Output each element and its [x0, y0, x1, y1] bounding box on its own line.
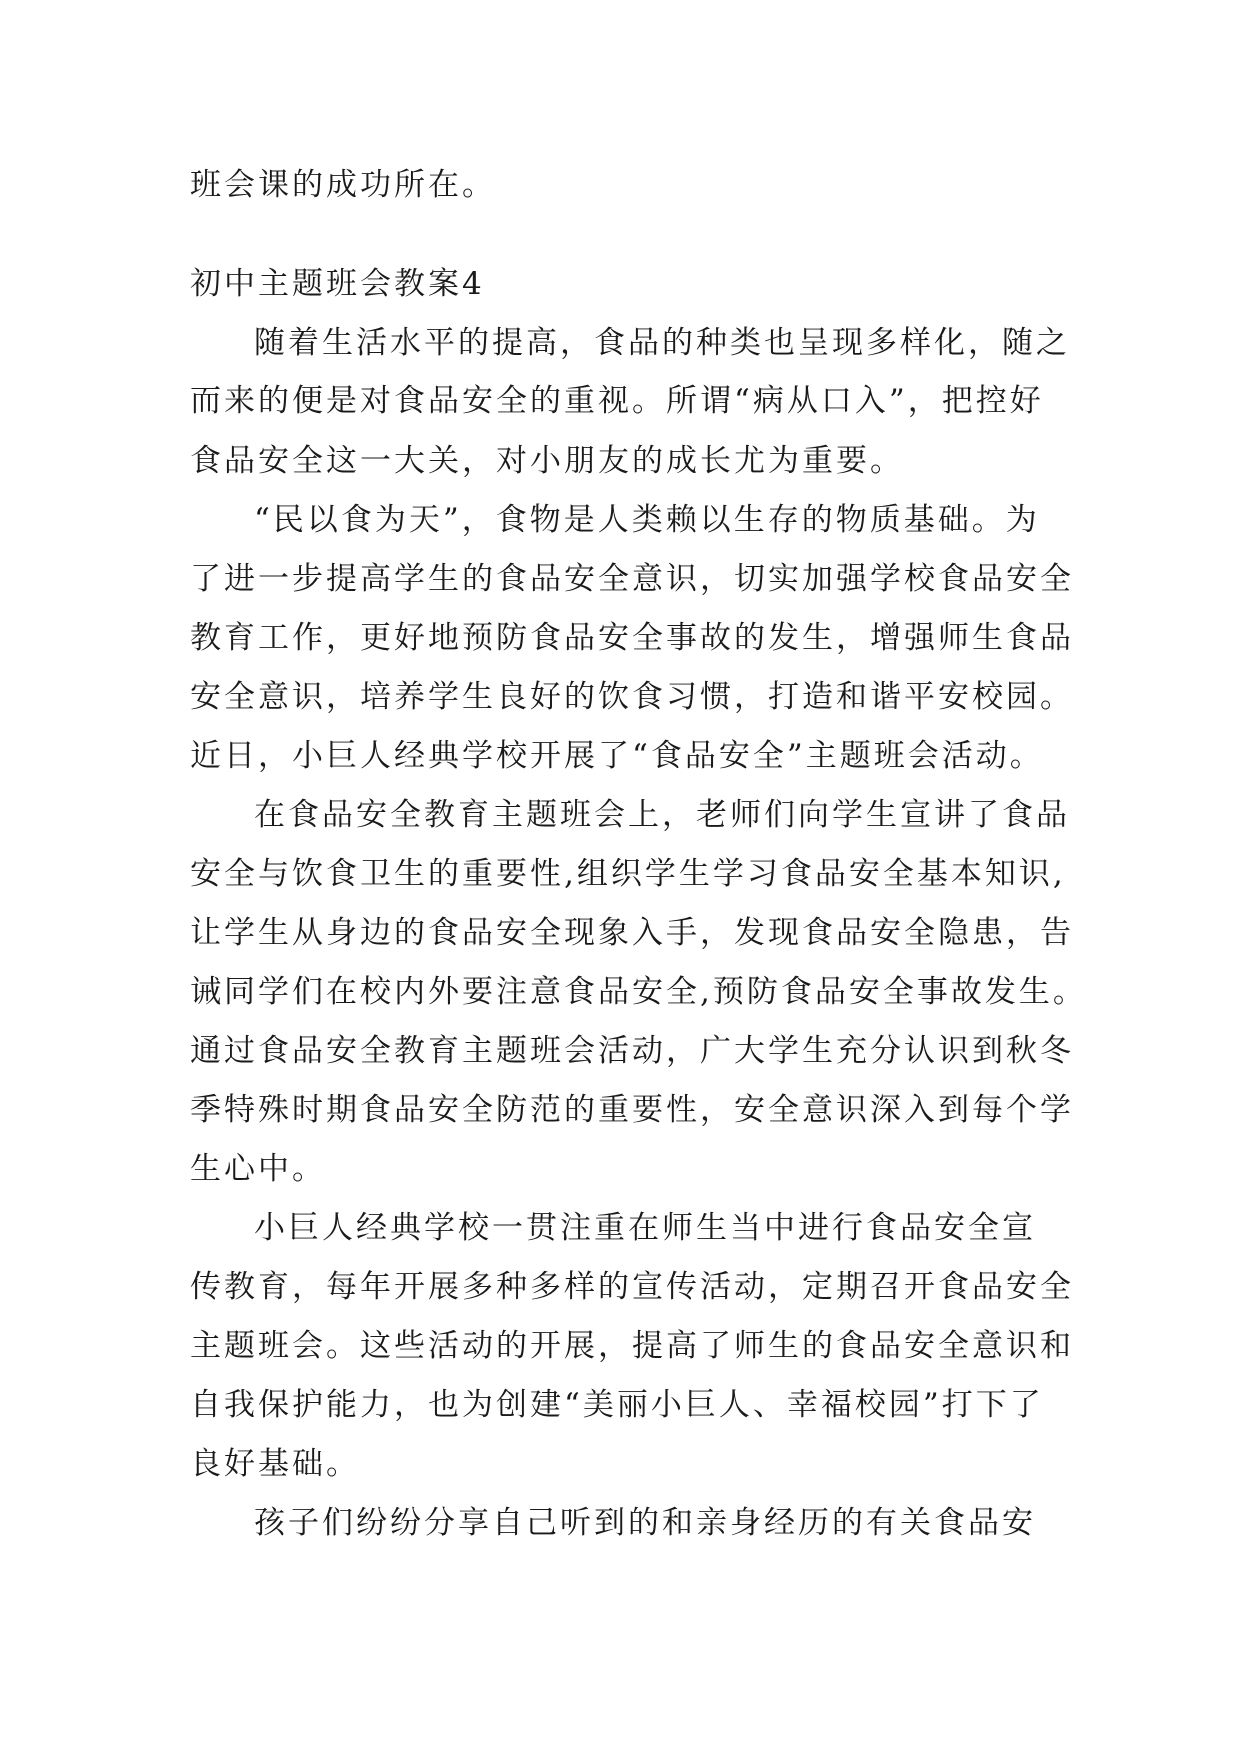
- section-heading: 初中主题班会教案4: [190, 266, 485, 302]
- paragraph-line: 了进一步提高学生的食品安全意识，切实加强学校食品安全: [190, 561, 1074, 597]
- paragraph-line: 而来的便是对食品安全的重视。所谓“病从口入”，把控好: [190, 383, 1044, 419]
- paragraph-line: 生心中。: [190, 1151, 326, 1187]
- paragraph-line: 良好基础。: [190, 1446, 360, 1482]
- paragraph-line: 通过食品安全教育主题班会活动，广大学生充分认识到秋冬: [190, 1033, 1074, 1069]
- paragraph-line: 自我保护能力，也为创建“美丽小巨人、幸福校园”打下了: [190, 1387, 1044, 1423]
- paragraph-line: 安全意识，培养学生良好的饮食习惯，打造和谐平安校园。: [190, 679, 1074, 715]
- paragraph-line: 食品安全这一大关，对小朋友的成长尤为重要。: [190, 443, 904, 479]
- paragraph-line: 随着生活水平的提高，食品的种类也呈现多样化，随之: [254, 325, 1070, 361]
- paragraph-line: 安全与饮食卫生的重要性,组织学生学习食品安全基本知识,: [190, 856, 1066, 892]
- paragraph-line: 小巨人经典学校一贯注重在师生当中进行食品安全宣: [254, 1210, 1036, 1246]
- paragraph-line: 近日，小巨人经典学校开展了“食品安全”主题班会活动。: [190, 738, 1044, 774]
- paragraph-line: 主题班会。这些活动的开展，提高了师生的食品安全意识和: [190, 1328, 1074, 1364]
- paragraph-line: 在食品安全教育主题班会上，老师们向学生宣讲了食品: [254, 797, 1070, 833]
- paragraph-line: 传教育，每年开展多种多样的宣传活动，定期召开食品安全: [190, 1269, 1074, 1305]
- paragraph-line: 让学生从身边的食品安全现象入手，发现食品安全隐患，告: [190, 915, 1074, 951]
- paragraph-line: 班会课的成功所在。: [190, 167, 496, 203]
- paragraph-line: 季特殊时期食品安全防范的重要性，安全意识深入到每个学: [190, 1092, 1074, 1128]
- paragraph-line: 孩子们纷纷分享自己听到的和亲身经历的有关食品安: [254, 1505, 1036, 1541]
- paragraph-line: “民以食为天”，食物是人类赖以生存的物质基础。为: [254, 502, 1040, 538]
- paragraph-line: 诫同学们在校内外要注意食品安全,预防食品安全事故发生。: [190, 974, 1087, 1010]
- paragraph-line: 教育工作，更好地预防食品安全事故的发生，增强师生食品: [190, 620, 1074, 656]
